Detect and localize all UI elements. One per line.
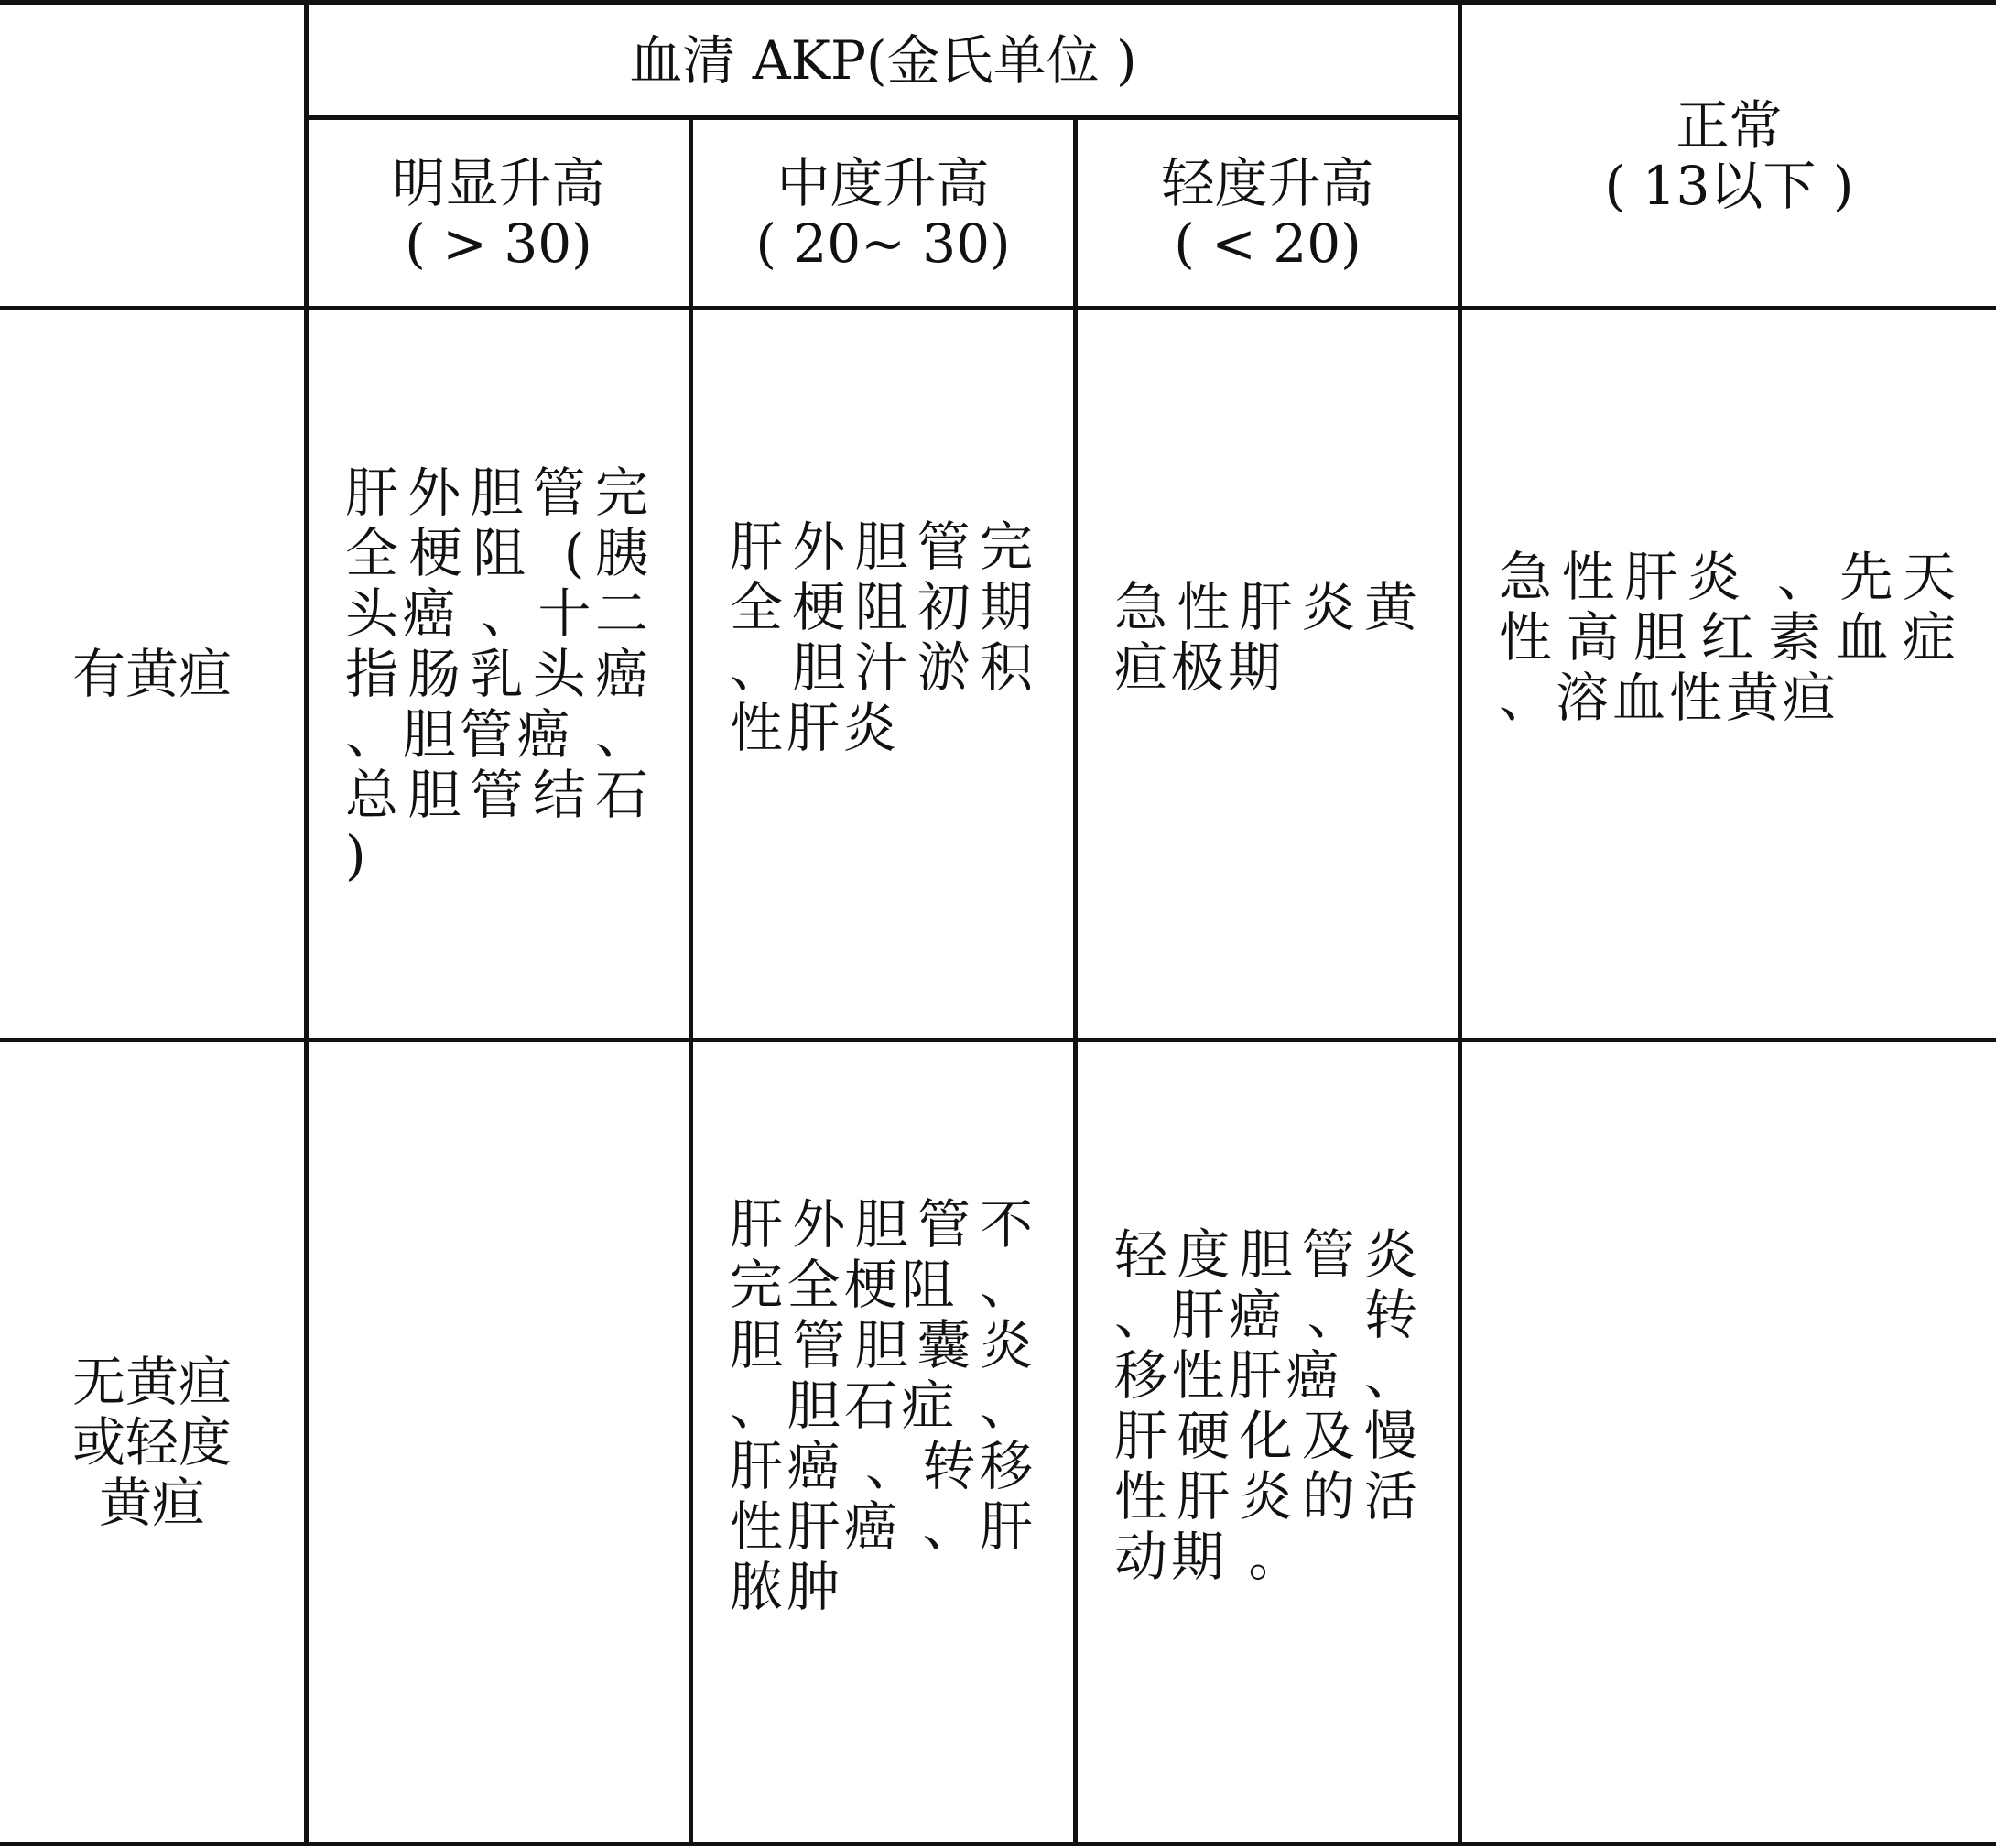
table-cell [309,310,689,1038]
cell-text: 急性肝炎 、先天性高胆红素血症 、溶血性黄疸 [1499,546,1959,729]
table-cell [1078,310,1458,1038]
column-range: ( > 30) [405,212,592,275]
column-range: ( < 20) [1174,212,1361,275]
row-label-jaundice [0,310,304,1038]
column-title: 正常 [1676,93,1783,157]
akp-group-title: 血清 AKP(金氏单位 ) [629,28,1137,92]
header-column-moderate [693,120,1073,306]
row-label-line: 或轻度 [71,1410,232,1473]
header-column-marked [309,120,689,306]
column-title: 明显升高 [392,151,605,214]
header-column-mild [1078,120,1458,306]
row-label-line: 无黄疸 [71,1350,232,1413]
row-label-line: 黄疸 [98,1471,205,1534]
table-cell [693,1042,1073,1842]
akp-group-header [309,5,1458,115]
table-cell-empty [1462,1042,1996,1842]
header-column-normal [1462,5,1996,306]
cell-text: 轻度胆管炎 、肝癌 、转移性肝癌 、肝硬化及慢性肝炎的活动期 。 [1114,1223,1421,1588]
column-range: ( 20~ 30) [755,212,1011,275]
column-range: ( 13以下 ) [1604,154,1854,217]
cell-text: 肝外胆管不完全梗阻 、胆管胆囊炎 、胆石症 、肝癌 、转移性肝癌 、肝脓肿 [730,1192,1036,1618]
column-title: 轻度升高 [1161,151,1374,214]
row-label-line: 有黄疸 [71,643,232,705]
row-label-no-jaundice [0,1042,304,1842]
cell-text: 肝外胆管完全梗阻 (胰头癌 、十二指肠乳头癌 、胆管癌 、总胆管结石 ) [345,462,652,886]
table-cell [693,310,1073,1038]
table-cell [1078,1042,1458,1842]
cell-text: 急性肝炎黄疸极期 [1114,576,1421,699]
cell-text: 肝外胆管完全梗阻初期 、胆汁淤积性肝炎 [730,516,1036,759]
column-title: 中度升高 [776,151,990,214]
table-cell [1462,310,1996,1038]
table-cell-empty [309,1042,689,1842]
table-bottom-border [0,1842,1996,1846]
